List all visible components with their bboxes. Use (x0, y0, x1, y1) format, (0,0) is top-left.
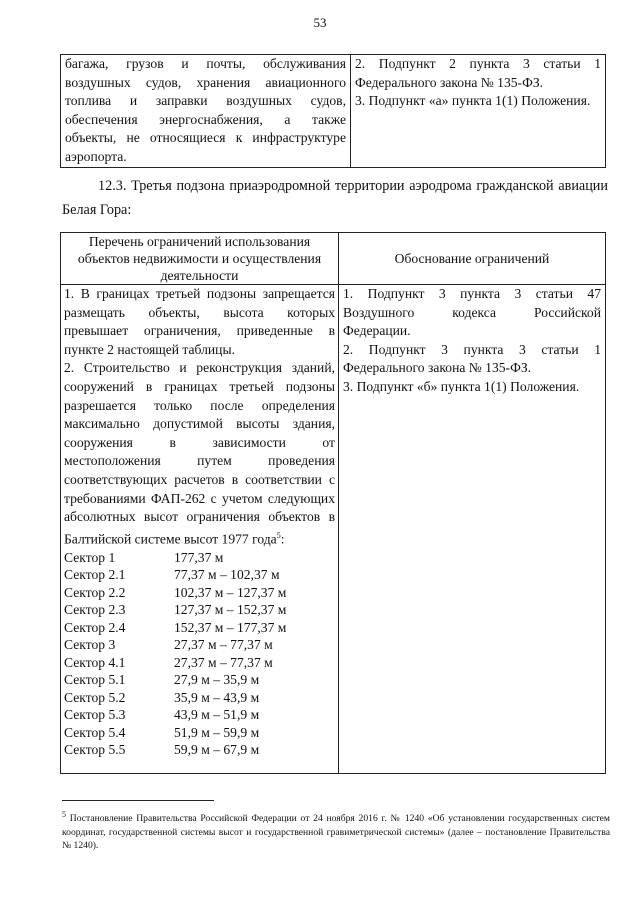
sector-row (64, 601, 335, 619)
table-header-row (61, 233, 606, 285)
sector-height: 27,37 м – 77,37 м (174, 654, 273, 670)
restrictions-table (60, 232, 606, 774)
continuation-table (60, 54, 606, 168)
restriction-item-text: 2. Строительство и реконструкция зданий, сооружений в границах третьей подзоны разрешается только после определения максимально допустимой высоты здания, сооружения в зависимости от местоположения путем проведения соответствующих расчетов в соответствии с требованиями ФАП-262 с учетом следующих абсолютных высот ограничения объектов в Балтийской системе высот 1977 года (64, 360, 335, 547)
footnote-ref: 5 (276, 530, 281, 540)
justification-item: 1. Подпункт 3 пункта 3 статьи 47 Воздушного кодекса Российской Федерации. (343, 286, 601, 339)
sector-height: 77,37 м – 102,37 м (174, 567, 280, 583)
sector-name: Сектор 2.4 (64, 619, 126, 635)
restriction-item: 2. Строительство и реконструкция зданий, сооружений в границах третьей подзоны разрешается только после определения максимально допустимой высоты здания, сооружения в зависимости от местоположения путем проведения соответствующих расчетов в соответствии с требованиями ФАП-262 с учетом следующих абсолютных высот ограничения объектов в Балтийской системе высот 1977 года$^5$: (64, 360, 335, 547)
sector-height: 127,37 м – 152,37 м (174, 602, 287, 618)
footnote-text: Постановление Правительства Российской Федерации от 24 ноября 2016 г. № 1240 «Об установлении государственных систем координат, государственной системы высот и государственной гравиметрической системы» (далее – постановление Правительства № 1240). (62, 813, 610, 852)
sector-name: Сектор 5.4 (64, 724, 126, 740)
sector-height: 27,9 м – 35,9 м (174, 672, 260, 688)
sector-name: Сектор 2.3 (64, 602, 126, 618)
sector-row (64, 706, 335, 724)
sector-height: 102,37 м – 127,37 м (174, 584, 287, 600)
restriction-cell (61, 55, 351, 168)
sector-name: Сектор 5.1 (64, 672, 126, 688)
table-row (61, 285, 606, 774)
sector-height: 59,9 м – 67,9 м (174, 742, 260, 758)
justification-item: 2. Подпункт 2 пункта 3 статьи 1 Федерального закона № 135-ФЗ. (355, 56, 601, 90)
restriction-item: 1. В границах третьей подзоны запрещается размещать объекты, высота которых превышает ограничения, приведенные в пункте 2 настоящей таблицы. (64, 286, 335, 357)
table-row (61, 55, 606, 168)
page-number: 53 (313, 15, 327, 30)
footnote (62, 808, 610, 853)
sector-height: 152,37 м – 177,37 м (174, 619, 287, 635)
sector-height: 177,37 м (174, 549, 224, 565)
sector-name: Сектор 2.1 (64, 567, 126, 583)
sector-height: 51,9 м – 59,9 м (174, 724, 260, 740)
justification-item: 2. Подпункт 3 пункта 3 статьи 1 Федерального закона № 135-ФЗ. (343, 341, 601, 376)
section-heading: 12.3. Третья подзона приаэродромной территории аэродрома гражданской авиации Белая Гора: (62, 178, 608, 218)
sector-row (64, 636, 335, 654)
sector-row (64, 549, 335, 567)
header-justification: Обоснование ограничений (339, 233, 606, 285)
sector-name: Сектор 3 (64, 637, 116, 653)
restrictions-cell (61, 285, 339, 774)
sector-height: 27,37 м – 77,37 м (174, 637, 273, 653)
sector-list (64, 549, 335, 759)
footnote-separator (62, 800, 214, 801)
sector-row (64, 724, 335, 742)
sector-row (64, 671, 335, 689)
sector-name: Сектор 1 (64, 549, 116, 565)
sector-height: 43,9 м – 51,9 м (174, 707, 260, 723)
justification-cell (351, 55, 606, 168)
justification-item: 3. Подпункт «а» пункта 1(1) Положения. (355, 93, 591, 109)
sector-name: Сектор 5.3 (64, 707, 126, 723)
header-restrictions: Перечень ограничений использования объектов недвижимости и осуществления деятельности (61, 233, 339, 285)
sector-row (64, 741, 335, 759)
sector-height: 35,9 м – 43,9 м (174, 689, 260, 705)
justification-cell (339, 285, 606, 774)
sector-row (64, 584, 335, 602)
restriction-text: багажа, грузов и почты, обслуживания воздушных судов, хранения авиационного топлива и заправки воздушных судов, обеспечения энергоснабжения, а также объекты, не относящиеся к инфраструктуре аэропорта. (65, 56, 346, 164)
sector-name: Сектор 5.2 (64, 689, 126, 705)
sector-name: Сектор 5.5 (64, 742, 126, 758)
sector-row (64, 619, 335, 637)
sector-row (64, 654, 335, 672)
footnote-mark: 5 (62, 810, 66, 819)
sector-name: Сектор 4.1 (64, 654, 126, 670)
sector-row (64, 689, 335, 707)
justification-item: 3. Подпункт «б» пункта 1(1) Положения. (343, 378, 580, 394)
sector-name: Сектор 2.2 (64, 584, 126, 600)
sector-row (64, 566, 335, 584)
